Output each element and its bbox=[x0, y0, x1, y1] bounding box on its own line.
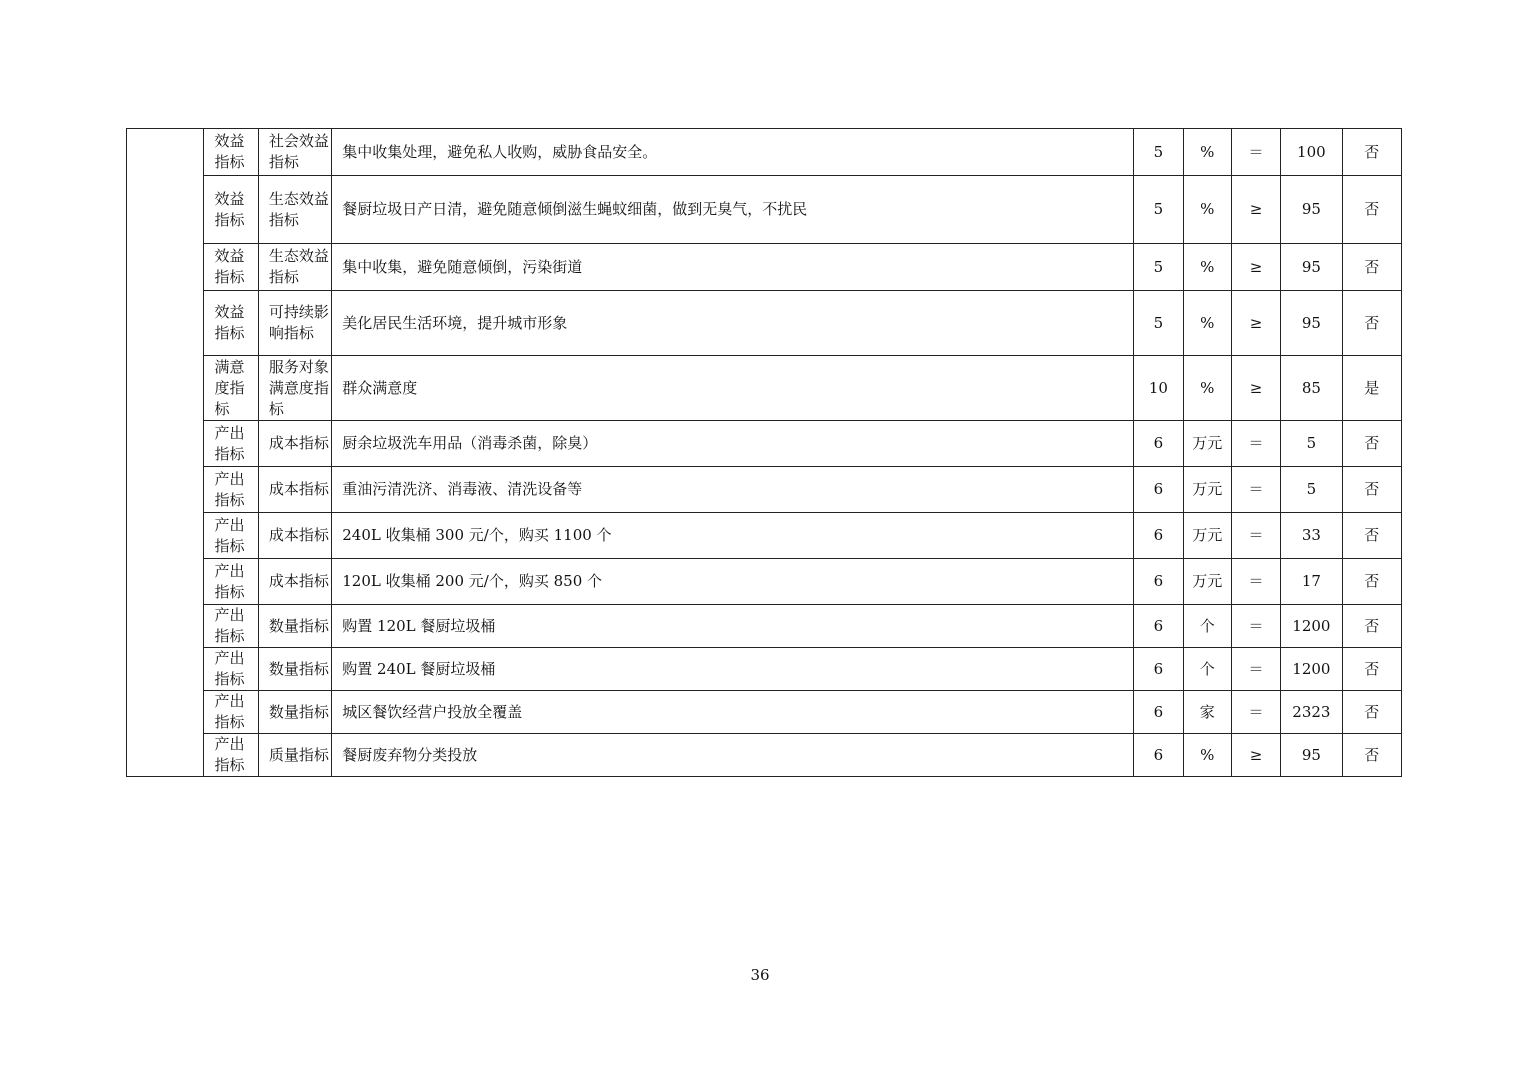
table-row bbox=[127, 129, 1402, 176]
level2-cell: 成本指标 bbox=[258, 559, 331, 605]
target-cell: 1200 bbox=[1281, 605, 1342, 648]
indicator-cell: 厨余垃圾洗车用品（消毒杀菌，除臭） bbox=[332, 421, 1134, 467]
table-row bbox=[127, 605, 1402, 648]
unit-cell: % bbox=[1183, 129, 1231, 176]
table-row bbox=[127, 176, 1402, 244]
core-cell: 否 bbox=[1342, 513, 1401, 559]
level1-cell: 效益指标 bbox=[204, 129, 258, 176]
operator-cell: ＝ bbox=[1231, 559, 1280, 605]
blank-merged-cell bbox=[127, 129, 204, 777]
level2-cell: 数量指标 bbox=[258, 648, 331, 691]
target-cell: 95 bbox=[1281, 291, 1342, 356]
operator-cell: ＝ bbox=[1231, 421, 1280, 467]
unit-cell: 万元 bbox=[1183, 513, 1231, 559]
score-cell: 6 bbox=[1134, 605, 1183, 648]
table-row bbox=[127, 244, 1402, 291]
level1-cell: 产出指标 bbox=[204, 605, 258, 648]
indicator-cell: 重油污清洗济、消毒液、清洗设备等 bbox=[332, 467, 1134, 513]
operator-cell: ≥ bbox=[1231, 734, 1280, 777]
core-cell: 否 bbox=[1342, 648, 1401, 691]
core-cell: 否 bbox=[1342, 467, 1401, 513]
level1-cell: 产出指标 bbox=[204, 467, 258, 513]
core-cell: 否 bbox=[1342, 559, 1401, 605]
target-cell: 95 bbox=[1281, 244, 1342, 291]
table-row bbox=[127, 513, 1402, 559]
level1-cell: 产出指标 bbox=[204, 734, 258, 777]
score-cell: 5 bbox=[1134, 244, 1183, 291]
target-cell: 85 bbox=[1281, 356, 1342, 421]
score-cell: 6 bbox=[1134, 421, 1183, 467]
operator-cell: ≥ bbox=[1231, 291, 1280, 356]
indicator-cell: 240L 收集桶 300 元/个，购买 1100 个 bbox=[332, 513, 1134, 559]
score-cell: 5 bbox=[1134, 291, 1183, 356]
operator-cell: ＝ bbox=[1231, 605, 1280, 648]
score-cell: 6 bbox=[1134, 691, 1183, 734]
score-cell: 6 bbox=[1134, 648, 1183, 691]
table-row bbox=[127, 467, 1402, 513]
indicator-table bbox=[126, 128, 1402, 777]
target-cell: 1200 bbox=[1281, 648, 1342, 691]
level2-cell: 成本指标 bbox=[258, 421, 331, 467]
operator-cell: ＝ bbox=[1231, 691, 1280, 734]
operator-cell: ＝ bbox=[1231, 129, 1280, 176]
core-cell: 否 bbox=[1342, 176, 1401, 244]
target-cell: 5 bbox=[1281, 467, 1342, 513]
score-cell: 6 bbox=[1134, 734, 1183, 777]
operator-cell: ≥ bbox=[1231, 356, 1280, 421]
table-row bbox=[127, 559, 1402, 605]
unit-cell: % bbox=[1183, 356, 1231, 421]
score-cell: 6 bbox=[1134, 513, 1183, 559]
level1-cell: 产出指标 bbox=[204, 513, 258, 559]
table-row bbox=[127, 734, 1402, 777]
unit-cell: 家 bbox=[1183, 691, 1231, 734]
core-cell: 否 bbox=[1342, 605, 1401, 648]
level2-cell: 生态效益指标 bbox=[258, 244, 331, 291]
operator-cell: ≥ bbox=[1231, 244, 1280, 291]
operator-cell: ＝ bbox=[1231, 648, 1280, 691]
target-cell: 95 bbox=[1281, 734, 1342, 777]
indicator-cell: 餐厨废弃物分类投放 bbox=[332, 734, 1134, 777]
core-cell: 否 bbox=[1342, 421, 1401, 467]
level2-cell: 数量指标 bbox=[258, 605, 331, 648]
level1-cell: 产出指标 bbox=[204, 559, 258, 605]
level1-cell: 效益指标 bbox=[204, 244, 258, 291]
unit-cell: % bbox=[1183, 176, 1231, 244]
score-cell: 5 bbox=[1134, 176, 1183, 244]
indicator-cell: 购置 120L 餐厨垃圾桶 bbox=[332, 605, 1134, 648]
score-cell: 6 bbox=[1134, 559, 1183, 605]
core-cell: 否 bbox=[1342, 129, 1401, 176]
level1-cell: 产出指标 bbox=[204, 691, 258, 734]
core-cell: 是 bbox=[1342, 356, 1401, 421]
indicator-cell: 美化居民生活环境，提升城市形象 bbox=[332, 291, 1134, 356]
score-cell: 6 bbox=[1134, 467, 1183, 513]
level1-cell: 产出指标 bbox=[204, 648, 258, 691]
level2-cell: 成本指标 bbox=[258, 513, 331, 559]
level2-cell: 服务对象满意度指标 bbox=[258, 356, 331, 421]
unit-cell: % bbox=[1183, 734, 1231, 777]
indicator-cell: 餐厨垃圾日产日清，避免随意倾倒滋生蝇蚊细菌，做到无臭气，不扰民 bbox=[332, 176, 1134, 244]
indicator-cell: 120L 收集桶 200 元/个，购买 850 个 bbox=[332, 559, 1134, 605]
operator-cell: ≥ bbox=[1231, 176, 1280, 244]
table-row bbox=[127, 648, 1402, 691]
unit-cell: 万元 bbox=[1183, 467, 1231, 513]
target-cell: 17 bbox=[1281, 559, 1342, 605]
target-cell: 5 bbox=[1281, 421, 1342, 467]
level2-cell: 质量指标 bbox=[258, 734, 331, 777]
unit-cell: 个 bbox=[1183, 605, 1231, 648]
indicator-cell: 购置 240L 餐厨垃圾桶 bbox=[332, 648, 1134, 691]
target-cell: 33 bbox=[1281, 513, 1342, 559]
core-cell: 否 bbox=[1342, 734, 1401, 777]
table-row bbox=[127, 291, 1402, 356]
operator-cell: ＝ bbox=[1231, 513, 1280, 559]
table-row bbox=[127, 421, 1402, 467]
unit-cell: % bbox=[1183, 291, 1231, 356]
score-cell: 5 bbox=[1134, 129, 1183, 176]
target-cell: 2323 bbox=[1281, 691, 1342, 734]
target-cell: 95 bbox=[1281, 176, 1342, 244]
unit-cell: 万元 bbox=[1183, 421, 1231, 467]
level1-cell: 产出指标 bbox=[204, 421, 258, 467]
indicator-cell: 群众满意度 bbox=[332, 356, 1134, 421]
level1-cell: 效益指标 bbox=[204, 176, 258, 244]
unit-cell: 万元 bbox=[1183, 559, 1231, 605]
table-row bbox=[127, 691, 1402, 734]
level2-cell: 社会效益指标 bbox=[258, 129, 331, 176]
core-cell: 否 bbox=[1342, 691, 1401, 734]
indicator-cell: 集中收集，避免随意倾倒，污染街道 bbox=[332, 244, 1134, 291]
table-row bbox=[127, 356, 1402, 421]
unit-cell: % bbox=[1183, 244, 1231, 291]
operator-cell: ＝ bbox=[1231, 467, 1280, 513]
indicator-cell: 城区餐饮经营户投放全覆盖 bbox=[332, 691, 1134, 734]
level2-cell: 生态效益指标 bbox=[258, 176, 331, 244]
core-cell: 否 bbox=[1342, 291, 1401, 356]
core-cell: 否 bbox=[1342, 244, 1401, 291]
unit-cell: 个 bbox=[1183, 648, 1231, 691]
level1-cell: 满意度指标 bbox=[204, 356, 258, 421]
indicator-cell: 集中收集处理，避免私人收购，威胁食品安全。 bbox=[332, 129, 1134, 176]
level1-cell: 效益指标 bbox=[204, 291, 258, 356]
level2-cell: 可持续影响指标 bbox=[258, 291, 331, 356]
score-cell: 10 bbox=[1134, 356, 1183, 421]
level2-cell: 数量指标 bbox=[258, 691, 331, 734]
page-number: 36 bbox=[750, 966, 770, 984]
level2-cell: 成本指标 bbox=[258, 467, 331, 513]
target-cell: 100 bbox=[1281, 129, 1342, 176]
